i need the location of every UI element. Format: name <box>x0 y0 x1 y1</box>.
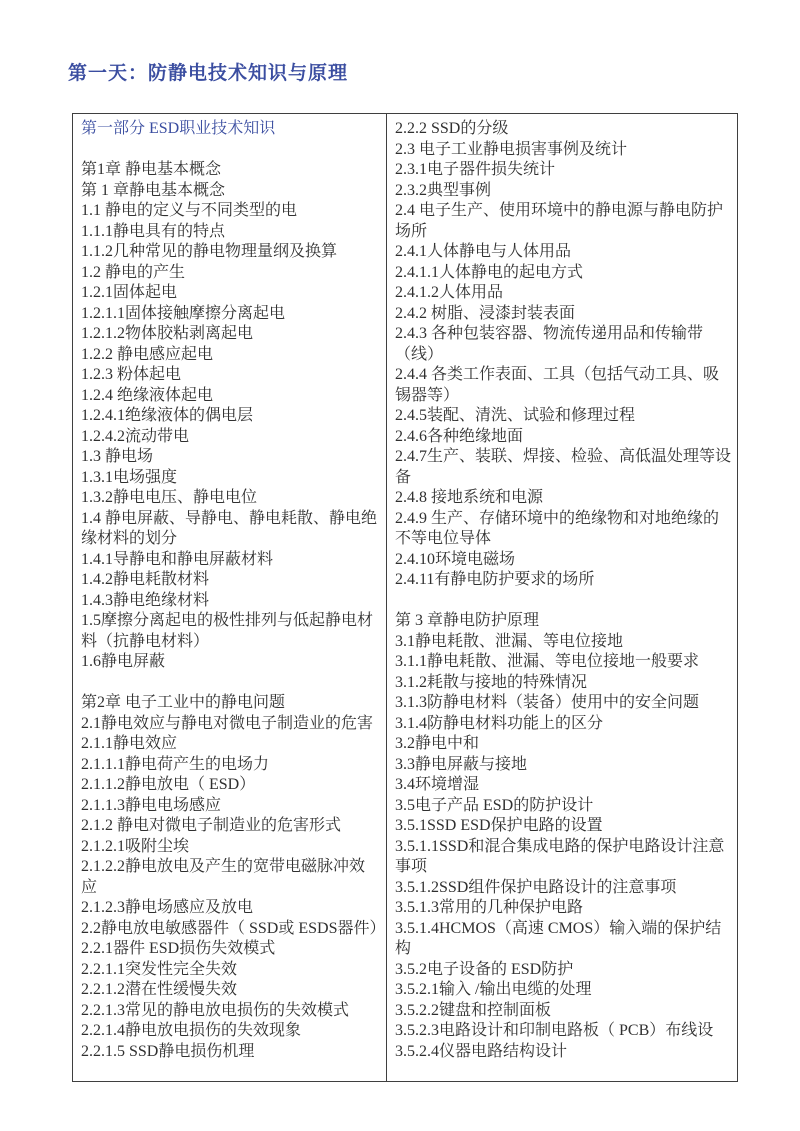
toc-line: 2.2.1.1突发性完全失效 <box>81 960 238 978</box>
toc-line: 1.2.2 静电感应起电 <box>81 345 214 363</box>
toc-line: 2.1.2.2静电放电及产生的宽带电磁脉冲效应 <box>81 858 366 896</box>
toc-line: 3.2静电中和 <box>395 735 480 752</box>
toc-line: 2.3.1电子器件损失统计 <box>395 161 556 178</box>
toc-line: 2.4.1.1人体静电的起电方式 <box>395 263 584 281</box>
toc-line: 2.4.1人体静电与人体用品 <box>395 243 572 260</box>
toc-line: 3.1.1静电耗散、泄漏、等电位接地一般要求 <box>395 653 700 670</box>
toc-line: 3.5.2.1输入 /输出电缆的处理 <box>395 981 592 998</box>
toc-line: 2.4.9 生产、存储环境中的绝缘物和对地绝缘的不等电位导体 <box>395 509 720 547</box>
toc-line: 第 3 章静电防护原理 <box>395 612 540 629</box>
toc-line: 1.4.3静电绝缘材料 <box>81 591 210 609</box>
toc-line: 2.4.8 接地系统和电源 <box>395 489 544 506</box>
toc-line: 2.2静电放电敏感器件（ SSD或 ESDS器件） <box>81 919 386 937</box>
toc-line: 3.5.1SSD ESD保护电路的设置 <box>395 817 603 834</box>
toc-line: 2.4.2 树脂、浸漆封装表面 <box>395 304 576 322</box>
toc-line: 3.5.2电子设备的 ESD防护 <box>395 960 574 978</box>
toc-line: 1.2.1.2物体胶粘剥离起电 <box>81 325 254 342</box>
toc-line: 2.1.1静电效应 <box>81 735 178 752</box>
toc-line: 1.2 静电的产生 <box>81 263 186 281</box>
toc-line: 1.2.4.2流动带电 <box>81 427 190 445</box>
toc-column-left <box>73 114 387 1081</box>
toc-column-right <box>387 114 737 1081</box>
toc-line: 2.4 电子生产、使用环境中的静电源与静电防护场所 <box>395 202 724 240</box>
toc-line: 1.4 静电屏蔽、导静电、静电耗散、静电绝缘材料的划分 <box>81 509 378 547</box>
toc-line: 1.1 静电的定义与不同类型的电 <box>81 202 298 219</box>
toc-line: 2.4.10环境电磁场 <box>395 550 516 568</box>
toc-table <box>72 113 738 1082</box>
toc-line: 1.2.4 绝缘液体起电 <box>81 386 214 404</box>
toc-line: 1.3 静电场 <box>81 448 154 465</box>
page-title: 第一天：防静电技术知识与原理 <box>68 63 349 84</box>
toc-line: 3.1静电耗散、泄漏、等电位接地 <box>395 632 624 650</box>
toc-line: 1.1.1静电具有的特点 <box>81 222 226 240</box>
toc-line: 3.1.4防静电材料功能上的区分 <box>395 714 604 732</box>
toc-line <box>81 673 380 694</box>
toc-line: 2.4.5装配、清洗、试验和修理过程 <box>395 407 636 424</box>
toc-line: 2.2.1器件 ESD损伤失效模式 <box>81 940 276 957</box>
toc-line: 2.4.11有静电防护要求的场所 <box>395 571 595 588</box>
toc-line: 2.1.1.1静电荷产生的电场力 <box>81 755 270 773</box>
toc-line: 1.3.2静电电压、静电电位 <box>81 489 258 506</box>
toc-line: 2.4.1.2人体用品 <box>395 284 504 301</box>
toc-line: 2.1静电效应与静电对微电子制造业的危害 <box>81 714 374 732</box>
toc-line: 3.5.2.2键盘和控制面板 <box>395 1001 552 1019</box>
toc-line: 第2章 电子工业中的静电问题 <box>81 694 286 711</box>
toc-line: 1.3.1电场强度 <box>81 468 178 486</box>
toc-line: 2.1.2.1吸附尘埃 <box>81 837 190 855</box>
toc-line: 2.3.2典型事例 <box>395 181 492 199</box>
toc-line: 2.2.1.4静电放电损伤的失效现象 <box>81 1022 302 1039</box>
toc-section-header: 第一部分 ESD职业技术知识 <box>81 120 276 137</box>
toc-line: 1.5摩擦分离起电的极性排列与低起静电材料（抗静电材料） <box>81 612 374 650</box>
toc-line: 3.5.1.2SSD组件保护电路设计的注意事项 <box>395 878 677 896</box>
toc-line: 2.3 电子工业静电损害事例及统计 <box>395 140 628 158</box>
toc-line <box>395 591 731 612</box>
toc-line: 2.2.1.3常见的静电放电损伤的失效模式 <box>81 1001 350 1019</box>
toc-line: 2.2.1.5 SSD静电损伤机理 <box>81 1042 255 1060</box>
toc-line: 1.4.2静电耗散材料 <box>81 571 210 588</box>
toc-line: 3.4环境增湿 <box>395 776 480 793</box>
toc-line: 2.4.6各种绝缘地面 <box>395 427 524 445</box>
toc-line: 2.1.1.3静电电场感应 <box>81 796 222 814</box>
toc-line: 1.1.2几种常见的静电物理量纲及换算 <box>81 243 338 260</box>
toc-line: 2.1.1.2静电放电（ ESD） <box>81 776 256 793</box>
toc-line: 3.5.2.3电路设计和印制电路板（ PCB）布线设 <box>395 1022 714 1039</box>
toc-line: 2.4.3 各种包装容器、物流传递用品和传输带（线） <box>395 325 704 363</box>
toc-line: 3.5.1.1SSD和混合集成电路的保护电路设计注意 <box>395 837 725 855</box>
toc-line: 3.3静电屏蔽与接地 <box>395 755 528 773</box>
toc-line: 3.5.1.4HCMOS（高速 CMOS）输入端的保护结构 <box>395 919 722 957</box>
toc-line <box>81 140 380 161</box>
toc-line: 2.4.7生产、装联、焊接、检验、高低温处理等设备 <box>395 448 732 486</box>
toc-line: 2.1.2 静电对微电子制造业的危害形式 <box>81 817 342 834</box>
toc-line: 2.4.4 各类工作表面、工具（包括气动工具、吸锡器等） <box>395 366 720 404</box>
toc-right-list <box>395 119 731 1062</box>
toc-line: 3.5电子产品 ESD的防护设计 <box>395 796 594 814</box>
toc-line: 2.1.2.3静电场感应及放电 <box>81 899 254 916</box>
toc-line: 1.2.4.1绝缘液体的偶电层 <box>81 407 254 424</box>
toc-line: 2.2.2 SSD的分级 <box>395 120 509 137</box>
toc-line: 2.2.1.2潜在性缓慢失效 <box>81 981 238 998</box>
toc-left-list <box>81 140 386 1063</box>
toc-line: 第 1 章静电基本概念 <box>81 181 226 199</box>
toc-line: 1.2.1.1固体接触摩擦分离起电 <box>81 304 286 322</box>
toc-line: 3.5.2.4仪器电路结构设计 <box>395 1042 568 1060</box>
toc-line: 第1章 静电基本概念 <box>81 161 222 178</box>
toc-line: 1.6静电屏蔽 <box>81 653 166 670</box>
toc-line: 1.2.3 粉体起电 <box>81 366 182 383</box>
toc-line: 3.1.3防静电材料（装备）使用中的安全问题 <box>395 694 700 711</box>
toc-line: 事项 <box>395 858 428 875</box>
toc-line: 1.2.1固体起电 <box>81 284 178 301</box>
toc-line: 3.5.1.3常用的几种保护电路 <box>395 899 584 916</box>
toc-line: 1.4.1导静电和静电屏蔽材料 <box>81 550 274 568</box>
toc-line: 3.1.2耗散与接地的特殊情况 <box>395 673 588 691</box>
